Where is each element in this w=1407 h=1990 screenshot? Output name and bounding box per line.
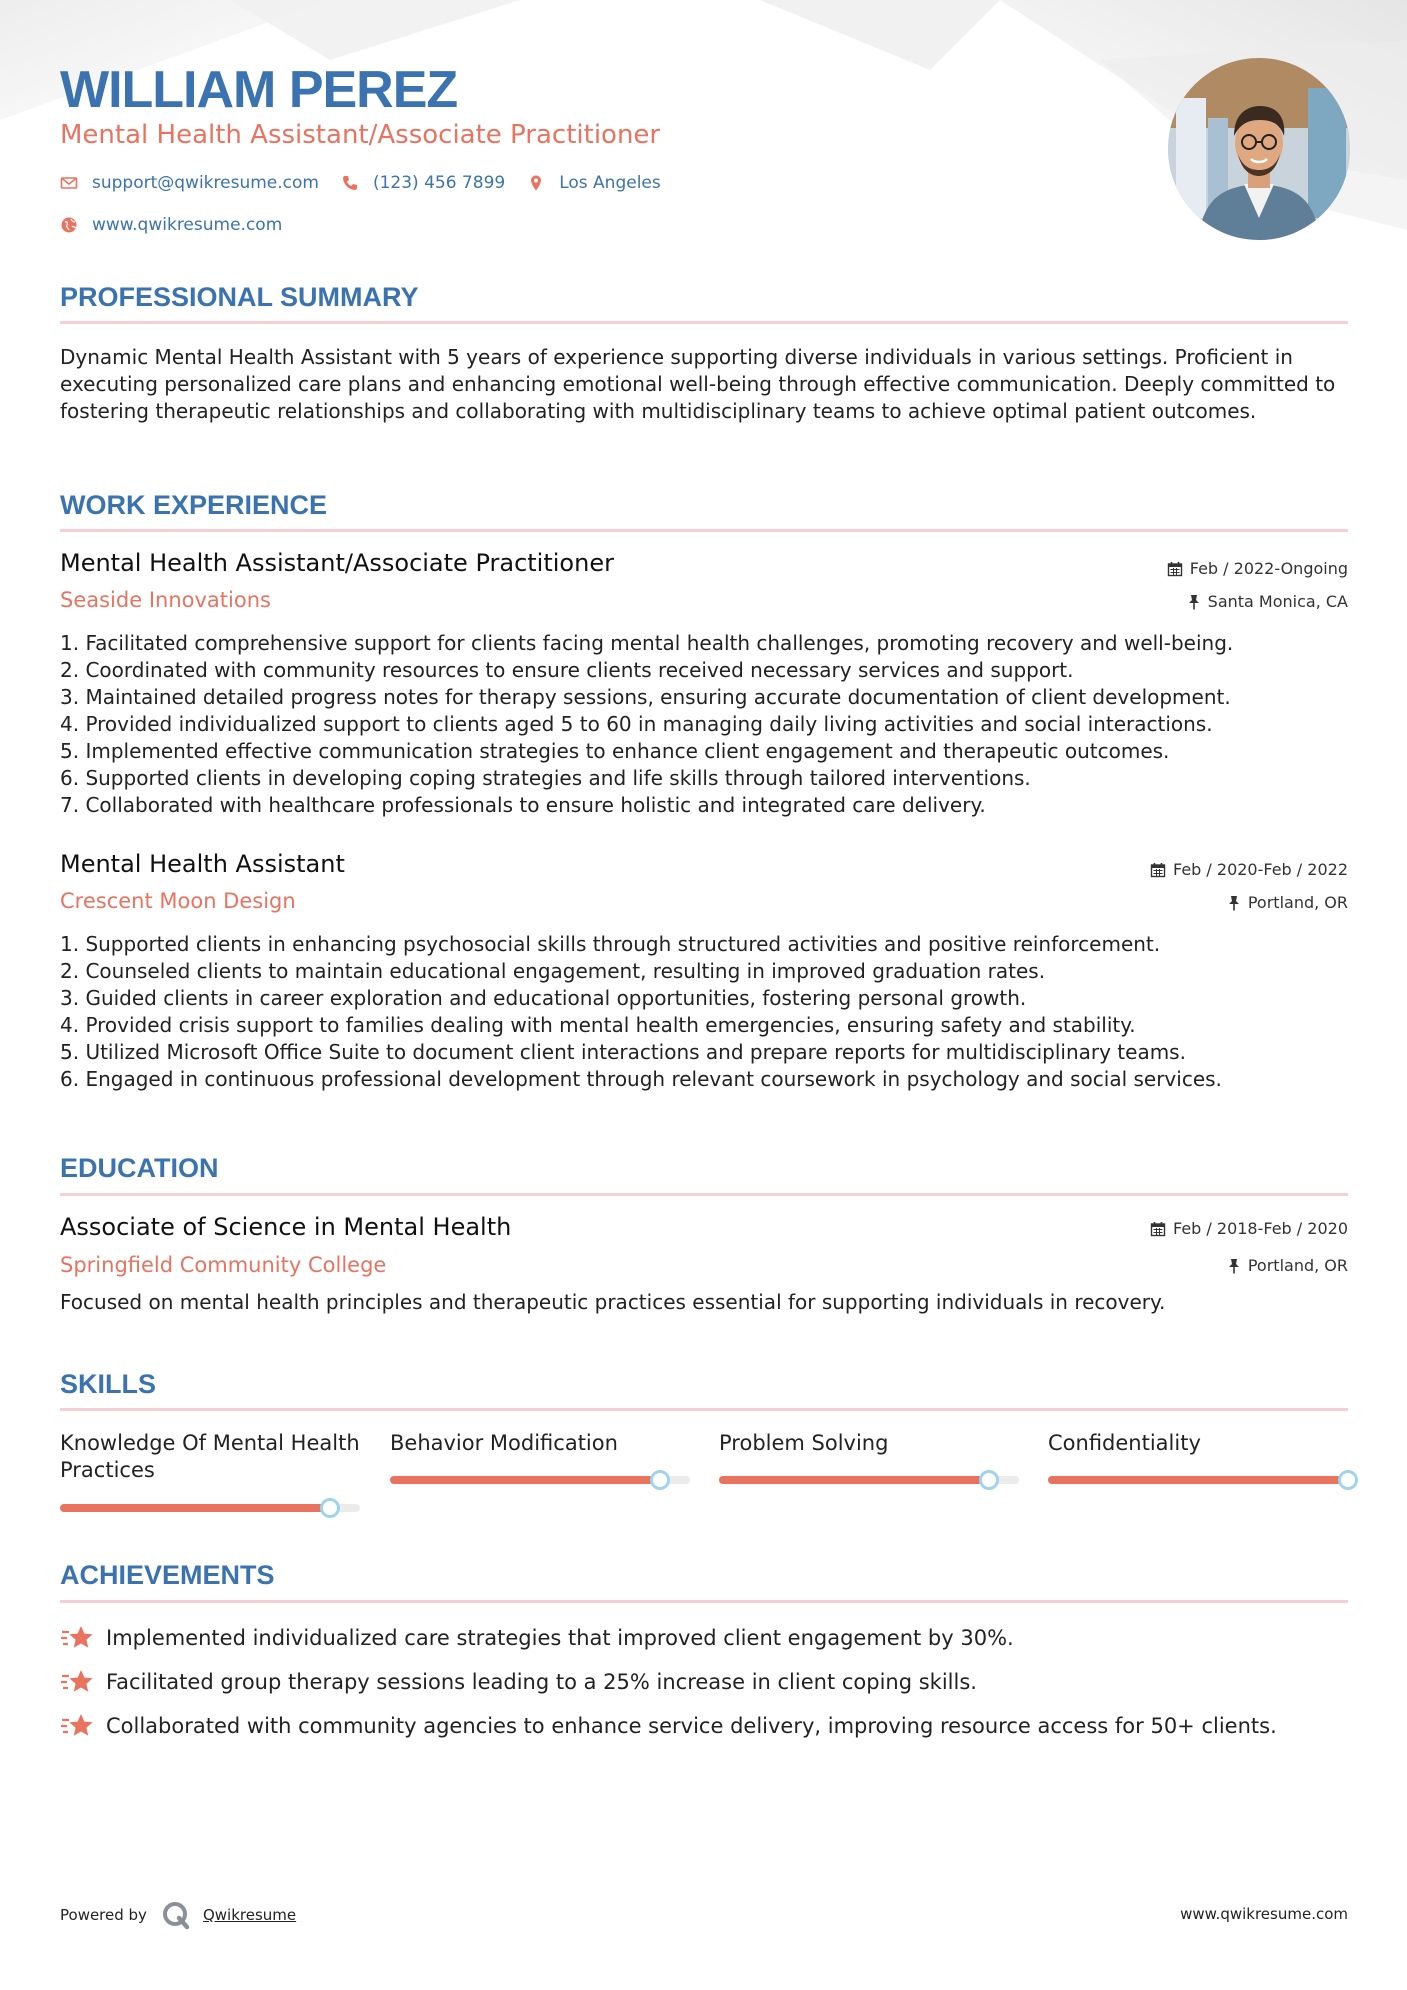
profile-photo-illustration [1168, 58, 1350, 240]
skill-level-fill [60, 1504, 330, 1512]
phone-icon [341, 174, 359, 192]
email-text[interactable]: support@qwikresume.com [92, 173, 319, 193]
job-dates-text: Feb / 2020-Feb / 2022 [1173, 860, 1348, 879]
section-divider [60, 1408, 1348, 1411]
skill-level-knob [650, 1470, 670, 1490]
job-title: Mental Health Assistant/Associate Practitioner [60, 549, 614, 577]
list-item: 1. Facilitated comprehensive support for clients facing mental health challenges, promoting recovery and well-being. [60, 631, 1234, 655]
job-location-text: Portland, OR [1247, 893, 1348, 912]
section-divider [60, 529, 1348, 532]
list-item: 6. Supported clients in developing coping strategies and life skills through tailored interventions. [60, 766, 1031, 790]
pushpin-icon [1187, 594, 1201, 610]
list-item: 5. Implemented effective communication strategies to enhance client engagement and therapeutic outcomes. [60, 739, 1170, 763]
skill-level-knob [320, 1498, 340, 1518]
skill-label: Problem Solving [719, 1431, 889, 1455]
skill-level-knob [979, 1470, 999, 1490]
section-title-achievements: ACHIEVEMENTS [60, 1560, 275, 1590]
list-item: 4. Provided individualized support to clients aged 5 to 60 in managing daily living activities and social interactions. [60, 712, 1213, 736]
list-item: 2. Counseled clients to maintain educational engagement, resulting in improved graduation rates. [60, 959, 1046, 983]
education-description: Focused on mental health principles and therapeutic practices essential for supporting individuals in recovery. [60, 1290, 1166, 1314]
skill-level-bar [1048, 1476, 1348, 1484]
skill-level-fill [719, 1476, 989, 1484]
job-location [1187, 592, 1348, 611]
list-item: 7. Collaborated with healthcare professionals to ensure holistic and integrated care delivery. [60, 793, 986, 817]
skill-level-bar [390, 1476, 690, 1484]
contact-phone[interactable] [341, 173, 505, 193]
degree-title: Associate of Science in Mental Health [60, 1213, 512, 1241]
section-divider [60, 321, 1348, 324]
achievement-item [60, 1712, 1277, 1740]
school-name: Springfield Community College [60, 1253, 387, 1277]
job-bullets [60, 630, 1350, 819]
section-title-education: EDUCATION [60, 1153, 219, 1183]
star-icon [60, 1668, 94, 1696]
list-item: 3. Guided clients in career exploration and educational opportunities, fostering personal growth. [60, 986, 1027, 1010]
list-item: 3. Maintained detailed progress notes for therapy sessions, ensuring accurate documentation of client development. [60, 685, 1231, 709]
skill-item [719, 1430, 1019, 1457]
skill-level-knob [1338, 1470, 1358, 1490]
skill-label: Behavior Modification [390, 1431, 618, 1455]
star-icon [60, 1624, 94, 1652]
list-item: 6. Engaged in continuous professional development through relevant coursework in psychology and social services. [60, 1067, 1222, 1091]
skill-item [1048, 1430, 1348, 1457]
section-title-skills: SKILLS [60, 1369, 157, 1399]
star-icon [60, 1712, 94, 1740]
education-location [1227, 1256, 1348, 1275]
skill-level-fill [390, 1476, 660, 1484]
powered-by-label: Powered by [60, 1906, 147, 1924]
location-text: Los Angeles [559, 173, 661, 193]
job-dates [1167, 559, 1348, 578]
contact-location [527, 173, 661, 193]
education-location-text: Portland, OR [1247, 1256, 1348, 1275]
skill-level-bar [60, 1504, 360, 1512]
skill-item [60, 1430, 360, 1484]
job-bullets [60, 931, 1350, 1093]
contact-email[interactable] [60, 173, 319, 193]
job-location-text: Santa Monica, CA [1207, 592, 1348, 611]
job-location [1227, 893, 1348, 912]
pushpin-icon [1227, 1258, 1241, 1274]
calendar-icon [1150, 1221, 1166, 1237]
footer-powered-by [60, 1900, 296, 1930]
section-title-experience: WORK EXPERIENCE [60, 490, 328, 520]
section-title-summary: PROFESSIONAL SUMMARY [60, 282, 419, 312]
pushpin-icon [1227, 895, 1241, 911]
skill-level-bar [719, 1476, 1019, 1484]
candidate-title: Mental Health Assistant/Associate Practitioner [60, 120, 661, 150]
skill-level-fill [1048, 1476, 1348, 1484]
website-text[interactable]: www.qwikresume.com [92, 215, 283, 235]
education-dates [1150, 1219, 1348, 1238]
map-pin-icon [527, 174, 545, 192]
qwikresume-logo-icon [161, 1900, 191, 1930]
achievement-item [60, 1624, 1014, 1652]
achievement-text: Facilitated group therapy sessions leading to a 25% increase in client coping skills. [106, 1670, 977, 1694]
education-dates-text: Feb / 2018-Feb / 2020 [1173, 1219, 1348, 1238]
calendar-icon [1167, 561, 1183, 577]
profile-photo [1168, 58, 1350, 240]
list-item: 5. Utilized Microsoft Office Suite to document client interactions and prepare reports for multidisciplinary teams. [60, 1040, 1186, 1064]
website-row [60, 215, 304, 235]
list-item: 4. Provided crisis support to families dealing with mental health emergencies, ensuring safety and stability. [60, 1013, 1136, 1037]
summary-text: Dynamic Mental Health Assistant with 5 years of experience supporting diverse individuals in various settings. Proficient in executing personalized care plans and enhancing emotional well-being through effective communication. Deeply committed to fostering therapeutic relationships and collaborating with multidisciplinary teams to achieve optimal patient outcomes. [60, 345, 1336, 423]
globe-icon [60, 216, 78, 234]
contact-row [60, 173, 683, 193]
phone-text[interactable]: (123) 456 7899 [372, 173, 506, 193]
footer-website[interactable]: www.qwikresume.com [1180, 1905, 1348, 1923]
job-title: Mental Health Assistant [60, 850, 345, 878]
list-item: 2. Coordinated with community resources to ensure clients received necessary services and support. [60, 658, 1074, 682]
section-divider [60, 1193, 1348, 1196]
qwikresume-link[interactable]: Qwikresume [202, 1906, 297, 1924]
contact-website[interactable] [60, 215, 282, 235]
envelope-icon [60, 174, 78, 192]
job-dates [1150, 860, 1348, 879]
job-company: Crescent Moon Design [60, 889, 296, 913]
achievement-item [60, 1668, 977, 1696]
achievement-text: Implemented individualized care strategies that improved client engagement by 30%. [106, 1626, 1014, 1650]
candidate-name: WILLIAM PEREZ [60, 61, 458, 119]
skill-label: Knowledge Of Mental Health Practices [60, 1431, 360, 1482]
calendar-icon [1150, 862, 1166, 878]
section-divider [60, 1600, 1348, 1603]
skill-label: Confidentiality [1048, 1431, 1201, 1455]
job-company: Seaside Innovations [60, 588, 271, 612]
skill-item [390, 1430, 690, 1457]
job-dates-text: Feb / 2022-Ongoing [1189, 559, 1348, 578]
achievement-text: Collaborated with community agencies to enhance service delivery, improving resource access for 50+ clients. [106, 1714, 1277, 1738]
list-item: 1. Supported clients in enhancing psychosocial skills through structured activities and positive reinforcement. [60, 932, 1161, 956]
